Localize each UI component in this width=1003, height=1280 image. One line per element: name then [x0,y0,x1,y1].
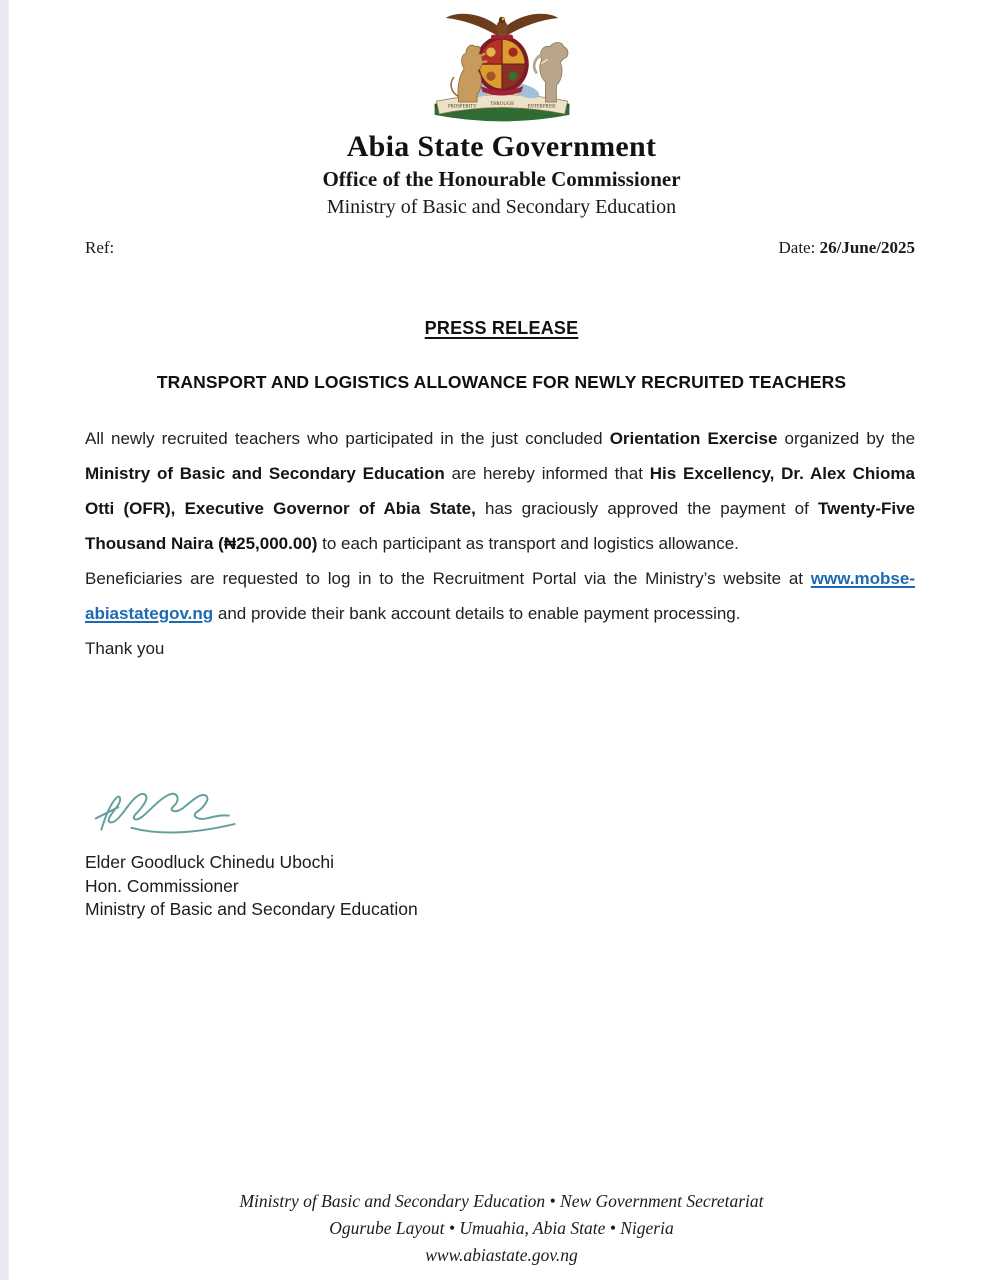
subject-row [0,372,1003,393]
footer-address [0,1188,1003,1269]
motto-word-2: THROUGH [489,101,514,107]
text-run: are hereby informed that [444,464,650,483]
press-release-title: PRESS RELEASE [424,318,579,338]
date-label: Date: [778,238,816,257]
eagle-icon [445,14,558,37]
office-line: Office of the Honourable Commissioner [322,167,681,191]
signatory-name: Elder Goodluck Chinedu Ubochi [85,852,335,872]
text-run: Beneficiaries are requested to log in to the Recruitment Portal via the Ministry’s website at [85,569,811,588]
ministry-line: Ministry of Basic and Secondary Education [326,196,677,218]
text-run: organized by the [777,429,916,448]
closing-line: Thank you [85,639,165,658]
government-name: Abia State Government [346,130,657,163]
ref-date-row [85,238,915,258]
paragraph-approval [85,421,915,561]
ref-label: Ref: [85,238,115,257]
text-run-bold: Twenty-Five Thousand Naira (₦25,000.00) [85,499,916,553]
text-run: has graciously approved the payment of [475,499,819,518]
letterhead [0,6,1003,219]
date-field [779,238,915,258]
text-run: to each participant as transport and logistics allowance. [317,534,739,553]
footer-line-1: Ministry of Basic and Secondary Education • New Government Secretariat [239,1191,764,1211]
paragraph-portal [85,561,915,631]
portal-link[interactable]: www.mobse-abiastategov.ng [85,569,915,623]
press-release-title-row [0,318,1003,339]
subject-title: TRANSPORT AND LOGISTICS ALLOWANCE FOR NEWLY RECRUITED TEACHERS [156,372,847,392]
body-text [85,421,915,666]
motto-word-3: ENTERPRISE [526,104,556,110]
handwritten-signature [92,776,242,844]
text-run-bold: Orientation Exercise [609,429,778,448]
signatory-ministry: Ministry of Basic and Secondary Education [85,899,418,919]
footer-website: www.abiastate.gov.ng [425,1245,578,1265]
footer-line-2: Ogurube Layout • Umuahia, Abia State • Nigeria [329,1218,674,1238]
motto-word-1: PROSPERITY [447,104,477,110]
signatory-block [85,851,418,922]
text-run: and provide their bank account details to enable payment processing. [213,604,741,623]
date-value: 26/June/2025 [819,238,915,257]
elephant-icon [534,42,568,102]
abia-state-coat-of-arms-icon [423,6,581,126]
signatory-title: Hon. Commissioner [85,875,239,896]
text-run: All newly recruited teachers who participated in the just concluded [85,429,610,448]
text-run-bold: His Excellency, Dr. Alex Chioma Otti (OFR), Executive Governor of Abia State, [85,464,915,518]
text-run-bold: Ministry of Basic and Secondary Education [85,464,445,483]
